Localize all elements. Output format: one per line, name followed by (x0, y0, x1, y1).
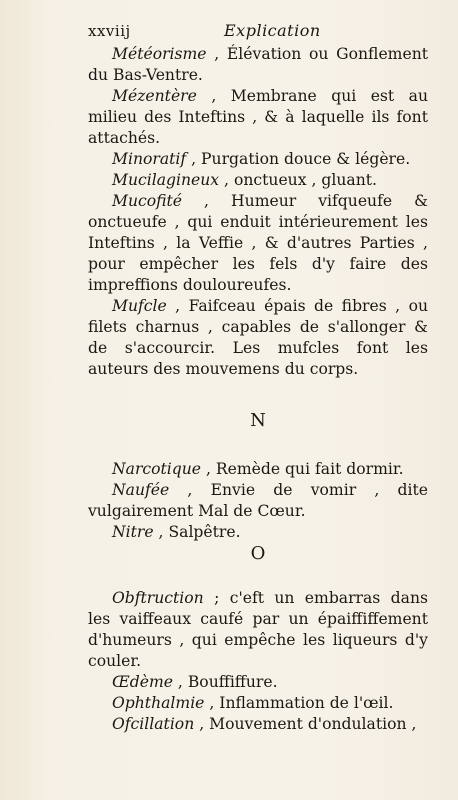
page-header (88, 22, 418, 44)
glossary-entry (88, 588, 428, 672)
entry-definition: Envie de vomir , dite vulgairement Mal de Cœur. (88, 481, 429, 520)
entry-separator: ; (203, 589, 230, 607)
entry-separator: , (169, 481, 211, 499)
entry-separator: , (186, 150, 202, 168)
entry-term: Mucilagineux (112, 171, 220, 189)
glossary-entry (88, 480, 428, 522)
entry-separator: , (201, 460, 216, 478)
glossary-entry (88, 672, 428, 693)
entry-separator: , (194, 715, 210, 733)
entry-definition: Faifceau épais de fibres , ou filets charnus , capables de s'allonger & de s'accourcir. Les mufcles font les auteurs des mouvemens du corps. (88, 297, 428, 378)
entry-definition: Salpêtre. (168, 523, 241, 541)
page-number: xxviij (88, 22, 131, 40)
glossary-entry (88, 170, 428, 191)
entry-separator: , (196, 87, 231, 105)
glossary-entry (88, 44, 428, 86)
glossary-entry (88, 86, 428, 149)
entry-separator: , (206, 45, 227, 63)
entry-term: Naufée (112, 481, 170, 499)
glossary-entry (88, 693, 428, 714)
glossary-entry (88, 296, 428, 380)
entry-term: Nitre (112, 523, 154, 541)
glossary-entry (88, 714, 428, 735)
entry-term: Mézentère (112, 87, 197, 105)
section-letter-o: O (250, 543, 266, 564)
entry-definition: Purgation douce & légère. (201, 150, 411, 168)
entry-term: Mucofité (112, 192, 183, 210)
entry-definition: Humeur vifqueufe & onctueufe , qui enduit intérieurement les Inteftins , la Veffie , & d'autres Parties , pour empêcher les fels d'y faire des impreffions douloureufes. (88, 192, 428, 294)
entry-term: Œdème (112, 673, 173, 691)
entry-separator: , (153, 523, 169, 541)
entry-separator: , (182, 192, 232, 210)
entry-definition: onctueux , gluant. (233, 171, 377, 189)
entry-term: Météorisme (112, 45, 207, 63)
entry-definition: Membrane qui est au milieu des Inteftins , & à laquelle ils font attachés. (88, 87, 428, 147)
glossary-text (88, 44, 428, 735)
entry-definition: Élévation ou Gonflement du Bas-Ventre. (88, 45, 428, 84)
running-title: Explication (224, 21, 321, 40)
entry-separator: , (172, 673, 188, 691)
glossary-entry (88, 191, 428, 296)
glossary-entry (88, 459, 428, 480)
entry-term: Narcotique (112, 460, 202, 478)
entry-definition: Bouffiffure. (187, 673, 278, 691)
entry-definition: Remède qui fait dormir. (215, 460, 404, 478)
entry-separator: , (166, 297, 189, 315)
entry-separator: , (219, 171, 234, 189)
entries-m (88, 44, 428, 380)
entry-term: Ofcillation (112, 715, 195, 733)
entry-definition: Inflammation de l'œil. (219, 694, 394, 712)
entry-term: Ophthalmie (112, 694, 205, 712)
entry-term: Mufcle (112, 297, 167, 315)
entry-definition: c'eft un embarras dans les vaiffeaux caufé par un épaiffiffement d'humeurs , qui empêche les liqueurs d'y couler. (88, 589, 428, 670)
glossary-entry (88, 522, 428, 543)
entry-definition: Mouvement d'ondulation , (209, 715, 417, 733)
entry-term: Minoratif (112, 150, 187, 168)
entries-o (88, 588, 428, 735)
entries-n (88, 459, 428, 543)
glossary-entry (88, 149, 428, 170)
entry-separator: , (204, 694, 220, 712)
entry-term: Obftruction (112, 589, 204, 607)
section-letter-n: N (250, 410, 266, 431)
